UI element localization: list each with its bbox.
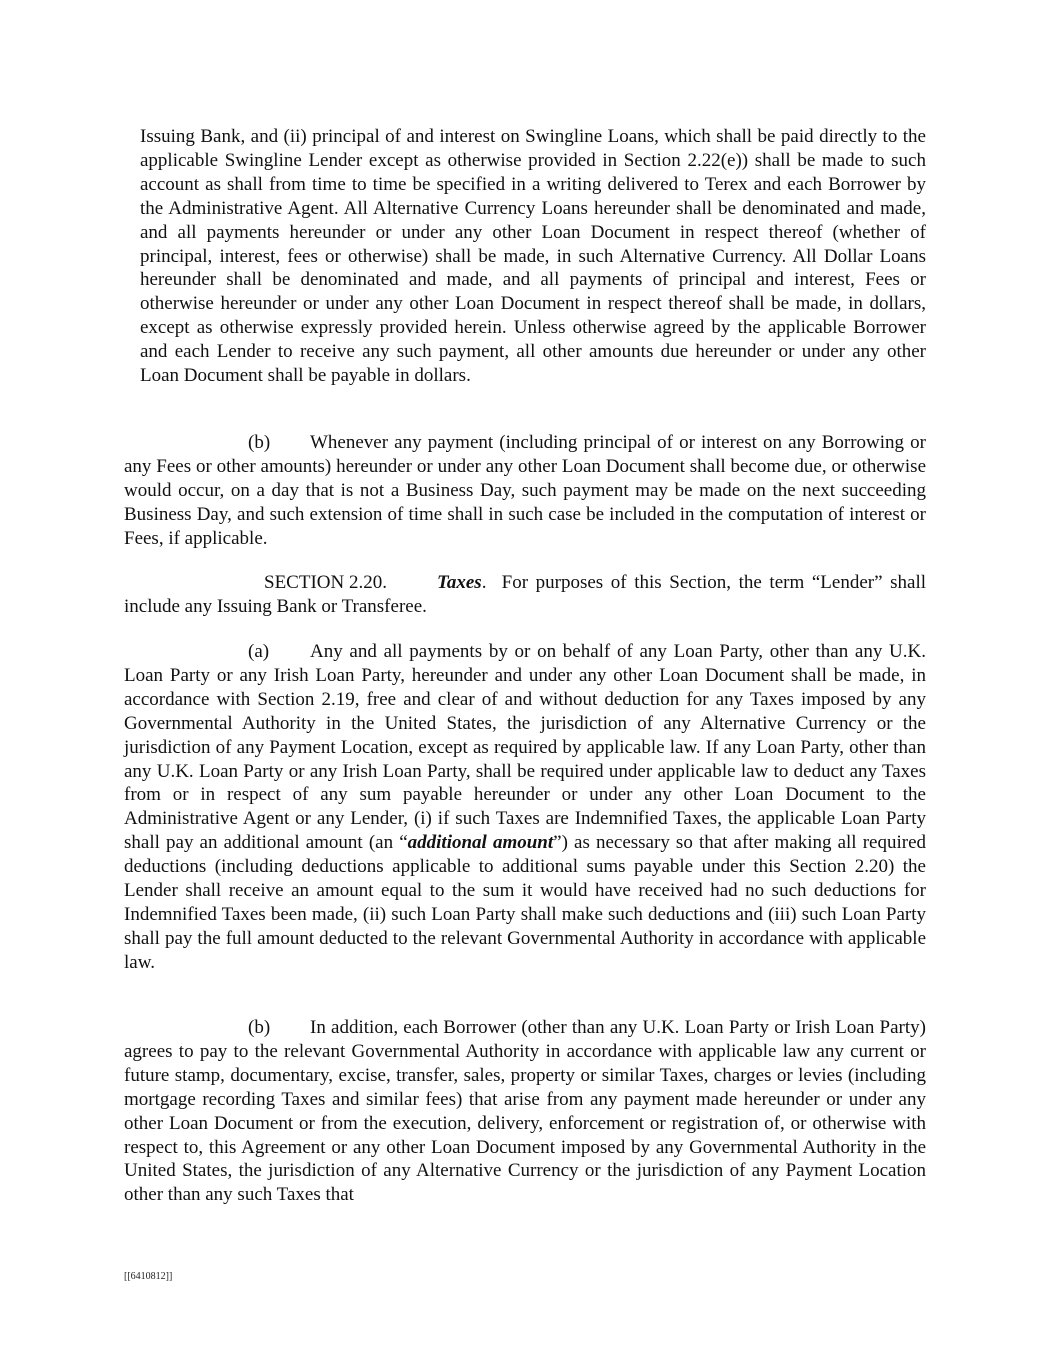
paragraph-text-before: Any and all payments by or on behalf of any Loan Party, other than any U.K. Loan Party or any Irish Loan Party, hereunder and under any other Loan Document shall be made, in accordance with Section 2.19, free and clear of and without deduction for any Taxes imposed by any Governmental Authority in the United States, the jurisdiction of any Alternative Currency or the jurisdiction of any Payment Location, except as required by applicable law. If any Loan Party, other than any U.K. Loan Party or any Irish Loan Party, shall be required under applicable law to deduct any Taxes from or in respect of any sum payable hereunder or under any other Loan Document to the Administrative Agent or any Lender, (i) if such Taxes are Indemnified Taxes, the applicable Loan Party shall pay an additional amount (an “ [124,641,926,854]
paragraph-label: (a) [248,641,270,662]
paragraph-text: In addition, each Borrower (other than any U.K. Loan Party or Irish Loan Party) agrees to pay to the relevant Governmental Authority in accordance with applicable law any current or future stamp, documentary, excise, transfer, sales, property or similar Taxes, charges or levies (including mortgage recording Taxes and similar fees) that arise from any payment made hereunder or under any other Loan Document or from the execution, delivery, enforcement or registration of, or otherwise with respect to, this Agreement or any other Loan Document imposed by any Governmental Authority in the United States, the jurisdiction of any Alternative Currency or the jurisdiction of any Payment Location other than any such Taxes that [124,1017,926,1206]
section-2-20-heading [124,571,926,619]
paragraph-text: Whenever any payment (including principal of or interest on any Borrowing or any Fees or other amounts) hereunder or under any other Loan Document shall become due, or otherwise would occur, on a day that is not a Business Day, such payment may be made on the next succeeding Business Day, and such extension of time shall in such case be included in the computation of interest or Fees, if applicable. [124,432,926,549]
paragraph-label: (b) [248,1017,271,1038]
document-id-footer: [[6410812]] [124,1271,173,1282]
defined-term: additional amount [407,832,554,854]
paragraph-2-20-a [124,640,926,975]
section-title: Taxes [437,572,482,593]
paragraph-continuation: Issuing Bank, and (ii) principal of and interest on Swingline Loans, which shall be paid directly to the applicable Swingline Lender except as otherwise provided in Section 2.22(e)) shall be made to such account as shall from time to time be specified in a writing delivered to Terex and each Borrower by the Administrative Agent. All Alternative Currency Loans hereunder shall be denominated and made, and all payments hereunder or under any other Loan Document in respect thereof (whether of principal, interest, fees or otherwise) shall be made, in such Alternative Currency. All Dollar Loans hereunder shall be denominated and made, and all payments of principal and interest, Fees or otherwise hereunder or under any other Loan Document in respect thereof shall be made, in dollars, except as otherwise expressly provided herein. Unless otherwise agreed by the applicable Borrower and each Lender to receive any such payment, all other amounts due hereunder or under any other Loan Document shall be payable in dollars. [140,126,926,387]
paragraph-2-20-b [124,1016,926,1207]
paragraph-2-19-b [124,431,926,551]
paragraph-text-after: ”) as necessary so that after making all required deductions (including deductions applicable to additional sums payable under this Section 2.20) the Lender shall receive an amount equal to the sum it would have received had no such deductions for Indemnified Taxes been made, (ii) such Loan Party shall make such deductions and (iii) such Loan Party shall pay the full amount deducted to the relevant Governmental Authority in accordance with applicable law. [124,832,926,973]
section-number: SECTION 2.20. [264,572,387,593]
section-intro: For purposes of this Section, the term “Lender” shall include any Issuing Bank or Transferee. [124,572,926,617]
paragraph-label: (b) [248,432,271,453]
section-title-period: . [481,572,487,593]
